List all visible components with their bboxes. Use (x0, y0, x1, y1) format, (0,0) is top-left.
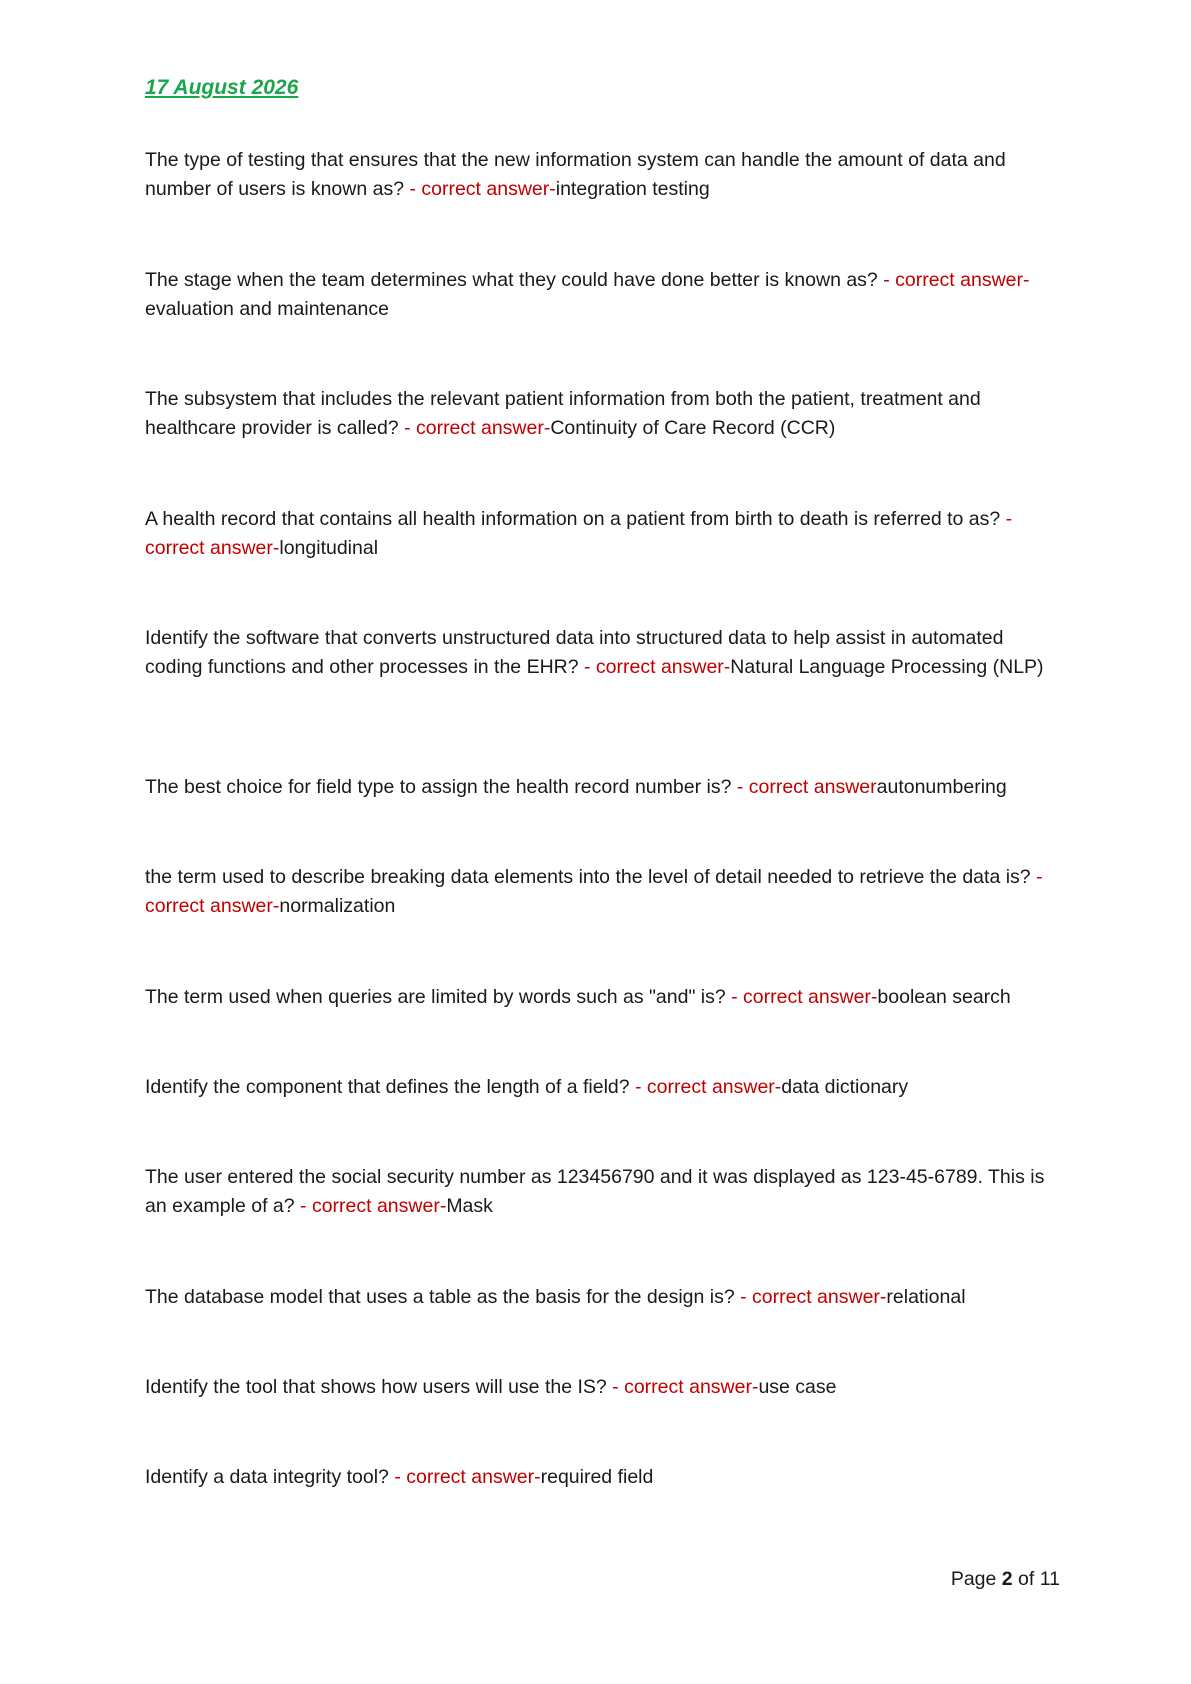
qa-item (145, 385, 1060, 443)
qa-answer-marker: - correct answer- (394, 1466, 541, 1488)
qa-answer-marker: - correct answer- (145, 508, 1013, 559)
page-number: 2 (1001, 1568, 1013, 1590)
qa-item (145, 983, 1060, 1012)
date-heading: 17 August 2026 (145, 76, 299, 99)
qa-answer: required field (540, 1466, 654, 1488)
qa-question: Identify a data integrity tool? (145, 1466, 395, 1488)
qa-item (145, 1283, 1060, 1312)
qa-answer: data dictionary (781, 1076, 909, 1098)
qa-item (145, 1163, 1060, 1221)
qa-question: The type of testing that ensures that the new information system can handle the amount of data and number of users is known as? (145, 149, 1006, 200)
qa-answer-marker: - correct answer- (731, 986, 878, 1008)
qa-question: The user entered the social security number as 123456790 and it was displayed as 123-45-6789. This is an example of a? (145, 1166, 1045, 1217)
qa-answer: longitudinal (279, 537, 379, 559)
qa-answer: Natural Language Processing (NLP) (730, 656, 1044, 678)
qa-answer-marker: - correct answer (736, 776, 877, 798)
page-total: 11 (1039, 1568, 1060, 1590)
qa-item (145, 266, 1060, 324)
qa-answer-marker: - correct answer- (584, 656, 731, 678)
qa-item (145, 146, 1060, 204)
qa-item (145, 1463, 1060, 1492)
qa-question: Identify the software that converts unstructured data into structured data to help assist in automated coding functions and other processes in the EHR? (145, 627, 1004, 678)
qa-answer: Continuity of Care Record (CCR) (550, 417, 836, 439)
page-footer (951, 1568, 1060, 1591)
qa-answer-marker: - correct answer- (409, 178, 556, 200)
qa-item (145, 1373, 1060, 1402)
qa-item (145, 624, 1060, 682)
qa-answer: boolean search (877, 986, 1011, 1008)
qa-question: The database model that uses a table as the basis for the design is? (145, 1286, 741, 1308)
page-label: Page (950, 1568, 1002, 1590)
qa-item (145, 505, 1060, 563)
qa-item (145, 863, 1060, 921)
qa-answer-marker: - correct answer- (145, 866, 1043, 917)
qa-answer-marker: - correct answer- (883, 269, 1030, 291)
qa-question: A health record that contains all health information on a patient from birth to death is referred to as? (145, 508, 1006, 530)
qa-answer-marker: - correct answer- (740, 1286, 887, 1308)
qa-question: The stage when the team determines what they could have done better is known as? (145, 269, 884, 291)
qa-question: Identify the component that defines the length of a field? (145, 1076, 636, 1098)
qa-answer: evaluation and maintenance (145, 298, 389, 320)
qa-answer-marker: - correct answer- (612, 1376, 759, 1398)
qa-item (145, 1073, 1060, 1102)
qa-answer-marker: - correct answer- (404, 417, 551, 439)
qa-item (145, 773, 1060, 802)
qa-question: The subsystem that includes the relevant patient information from both the patient, treatment and healthcare provider is called? (145, 388, 981, 439)
qa-question: The term used when queries are limited by words such as "and" is? (145, 986, 732, 1008)
page-of-label: of (1012, 1568, 1040, 1590)
qa-question: The best choice for field type to assign the health record number is? (145, 776, 737, 798)
qa-answer: integration testing (555, 178, 710, 200)
qa-answer: use case (758, 1376, 837, 1398)
qa-answer: relational (886, 1286, 966, 1308)
qa-answer-marker: - correct answer- (300, 1195, 447, 1217)
qa-answer-marker: - correct answer- (635, 1076, 782, 1098)
qa-question: the term used to describe breaking data elements into the level of detail needed to retrieve the data is? (145, 866, 1037, 888)
qa-answer: Mask (446, 1195, 493, 1217)
qa-answer: normalization (279, 895, 396, 917)
qa-question: Identify the tool that shows how users will use the IS? (145, 1376, 613, 1398)
qa-answer: autonumbering (876, 776, 1007, 798)
